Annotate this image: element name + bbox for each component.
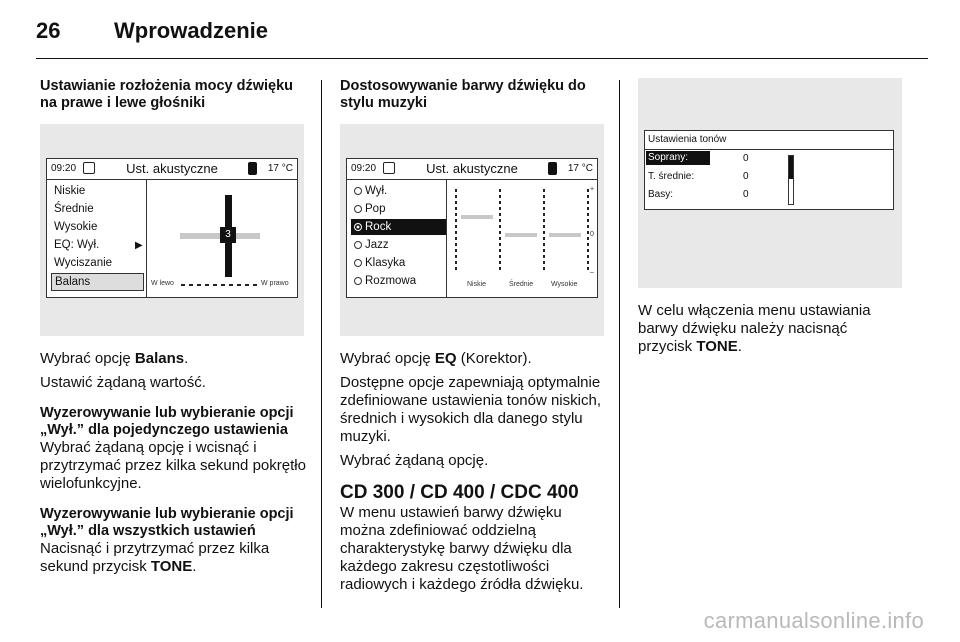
menu-item-eq[interactable]: EQ: Wył.	[54, 239, 100, 251]
instruction: Wybrać opcję Balans.	[40, 350, 189, 367]
display-title: Ust. akustyczne	[126, 161, 218, 176]
eq-label-srednie: Średnie	[509, 281, 534, 288]
subheading: Wyzerowywanie lub wybieranie opcji „Wył.” dla wszystkich ustawień	[40, 506, 294, 539]
tone-level-slider[interactable]	[788, 155, 794, 205]
column-divider	[321, 80, 322, 608]
tone-divider	[645, 149, 893, 150]
menu-item-niskie[interactable]: Niskie	[54, 185, 86, 197]
temperature: 17 °C	[267, 163, 293, 174]
balance-marker: 3	[220, 227, 236, 243]
tone-value: 0	[743, 171, 749, 182]
radio-icon	[354, 241, 362, 249]
eq-label-niskie: Niskie	[467, 281, 487, 288]
tone-row-basy[interactable]: Basy:	[648, 189, 674, 200]
thermometer-icon	[548, 162, 557, 175]
clock-time: 09:20	[51, 163, 77, 174]
column-eq	[340, 78, 604, 594]
eq-scale	[499, 189, 501, 271]
eq-label-wysokie: Wysokie	[551, 281, 578, 288]
thermometer-icon	[248, 162, 257, 175]
watermark: carmanualsonline.info	[703, 608, 924, 633]
left-label: W lewo	[151, 280, 174, 287]
tone-display	[644, 130, 894, 210]
instruction: Wybrać żądaną opcję i wcisnąć i przytrzymać przez kilka sekund pokrętło wielofunkcyjne.	[40, 439, 306, 492]
menu-item-srednie[interactable]: Średnie	[54, 203, 94, 215]
chapter-title: Wprowadzenie	[114, 18, 269, 43]
clock-time: 09:20	[351, 163, 377, 174]
eq-scale	[543, 189, 545, 271]
subheading: Wyzerowywanie lub wybieranie opcji „Wył.” dla pojedynczego ustawienia	[40, 405, 294, 438]
eq-option-klasyka[interactable]: Klasyka	[351, 255, 405, 271]
tone-screenshot	[638, 78, 902, 288]
display-screen	[346, 158, 598, 298]
radio-icon	[354, 205, 362, 213]
column-divider	[619, 80, 620, 608]
instruction: Nacisnąć i przytrzymać przez kilka sekund przycisk TONE.	[40, 540, 270, 575]
display-divider	[146, 180, 147, 297]
instruction: Ustawić żądaną wartość.	[40, 374, 206, 391]
eq-option-pop[interactable]: Pop	[351, 201, 385, 217]
scale-plus: +	[590, 186, 595, 193]
eq-scale	[455, 189, 457, 271]
eq-option-rock[interactable]: Rock	[351, 219, 446, 235]
radio-selected-icon	[354, 223, 362, 231]
chevron-right-icon: ▶	[135, 240, 143, 251]
eq-option-rozmowa[interactable]: Rozmowa	[351, 273, 416, 289]
eq-option-wyl[interactable]: Wył.	[351, 183, 387, 199]
eq-level-bar	[549, 233, 581, 237]
tone-title: Ustawienia tonów	[648, 134, 727, 145]
scale-minus: –	[590, 269, 594, 276]
column-balance	[40, 78, 308, 576]
menu-item-balans[interactable]: Balans	[51, 273, 144, 291]
display-title: Ust. akustyczne	[426, 161, 518, 176]
instruction: Dostępne opcje zapewniają optymalnie zdefiniowane ustawienia tonów niskich, średnich i wysokich dla danego stylu muzyki.	[340, 374, 601, 445]
header-rule	[36, 58, 928, 59]
balance-scale	[181, 284, 259, 286]
scale-zero: 0	[590, 231, 594, 238]
instruction: W celu włączenia menu ustawiania barwy dźwięku należy nacisnąć przycisk TONE.	[638, 302, 871, 355]
menu-item-wyciszanie[interactable]: Wyciszanie	[54, 257, 113, 269]
right-label: W prawo	[261, 280, 289, 287]
eq-level-bar	[461, 215, 493, 219]
tone-value: 0	[743, 153, 749, 164]
section-heading: Ustawianie rozłożenia mocy dźwięku na prawe i lewe głośniki	[40, 78, 294, 111]
display-topbar	[47, 159, 297, 180]
radio-icon	[354, 187, 362, 195]
radio-icon	[354, 277, 362, 285]
tone-row-soprany[interactable]: Soprany:	[646, 151, 710, 165]
page-header	[36, 18, 268, 44]
page-number: 26	[36, 18, 61, 43]
eq-scale	[587, 189, 589, 271]
menu-item-wysokie[interactable]: Wysokie	[54, 221, 98, 233]
section-heading: Dostosowywanie barwy dźwięku do stylu muzyki	[340, 78, 586, 111]
instruction: Wybrać żądaną opcję.	[340, 452, 489, 469]
radio-icon	[354, 259, 362, 267]
eq-option-jazz[interactable]: Jazz	[351, 237, 389, 253]
balance-screenshot	[40, 124, 304, 336]
section-title: CD 300 / CD 400 / CDC 400	[340, 482, 579, 503]
display-topbar	[347, 159, 597, 180]
display-screen	[46, 158, 298, 298]
tone-value: 0	[743, 189, 749, 200]
eq-level-bar	[505, 233, 537, 237]
instruction: Wybrać opcję EQ (Korektor).	[340, 350, 532, 367]
column-tone	[638, 78, 902, 356]
display-divider	[446, 180, 447, 297]
instruction: W menu ustawień barwy dźwięku można zdefiniować oddzielną charakterystykę barwy dźwięku dla każdego zakresu częstotliwości radiowych i każdego źródła dźwięku.	[340, 504, 584, 593]
tone-row-srednie[interactable]: T. średnie:	[648, 171, 695, 182]
temperature: 17 °C	[567, 163, 593, 174]
eq-screenshot	[340, 124, 604, 336]
